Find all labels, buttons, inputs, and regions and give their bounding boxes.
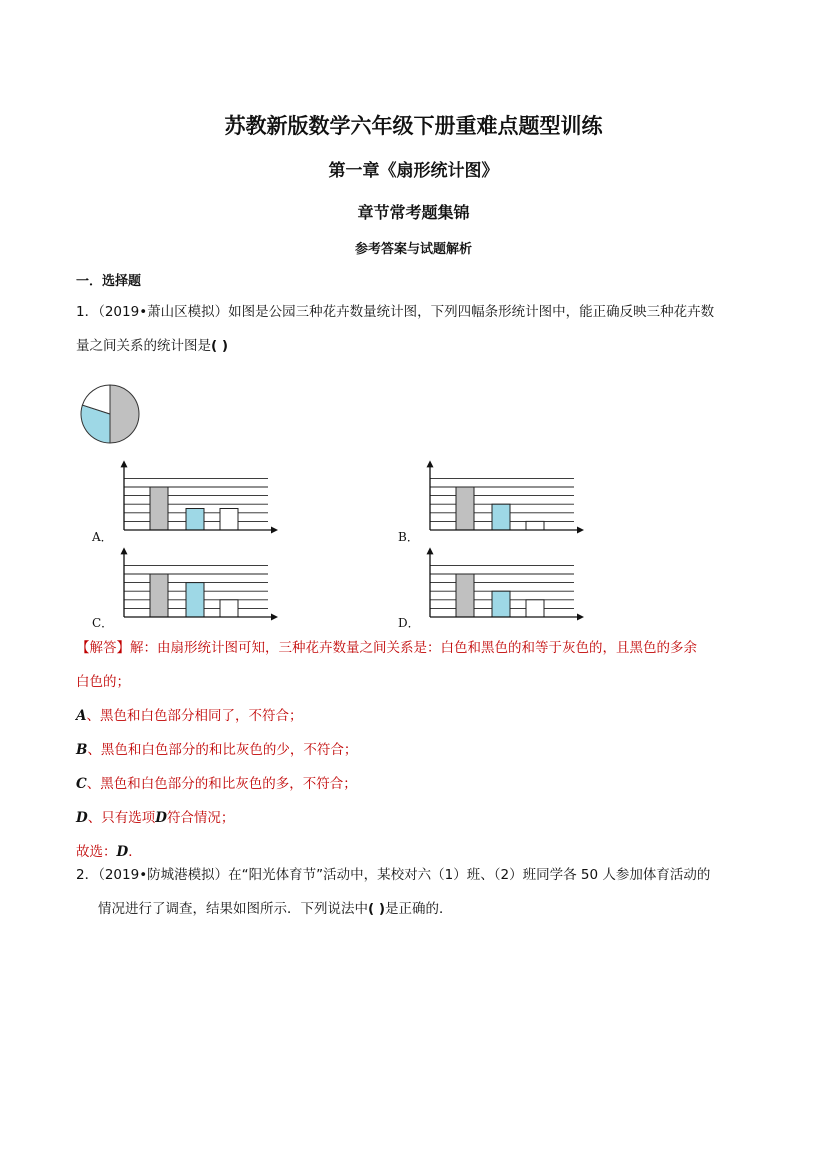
answer-line2: 白色的； (76, 674, 130, 690)
answer-choice: 故选：D． (76, 844, 142, 860)
chart-a-x-arrow (271, 527, 278, 534)
chart-d (427, 547, 585, 620)
chart-c-bar-blue (186, 583, 204, 617)
chart-c-x-arrow (271, 614, 278, 621)
chart-b-y-arrow (427, 460, 434, 467)
chart-b-x-arrow (577, 527, 584, 534)
answer-item-a: A、黑色和白色部分相同了，不符合； (76, 708, 303, 724)
chart-b-bar-gray (456, 487, 474, 530)
answer-item-c: C、黑色和白色部分的和比灰色的多，不符合； (76, 776, 357, 792)
q1-line2: 量之间关系的统计图是( ) (76, 338, 229, 354)
chart-c-bar-white (220, 600, 238, 617)
chart-b-bar-white (526, 521, 544, 530)
chapter-title: 第一章《扇形统计图》 (328, 161, 499, 181)
chart-d-bar-gray (456, 574, 474, 617)
chart-c (121, 547, 279, 620)
chart-d-x-arrow (577, 614, 584, 621)
chart-d-bar-blue (492, 591, 510, 617)
caption: 参考答案与试题解析 (354, 242, 472, 257)
answer-line1: 【解答】解：由扇形统计图可知，三种花卉数量之间关系是：白色和黑色的和等于灰色的，且黑色的多余 (76, 640, 697, 656)
q2-line1: 2．（2019•防城港模拟）在“阳光体育节”活动中，某校对六（1）班、（2）班同学各 50 人参加体育活动的 (76, 867, 711, 883)
doc-title: 苏教新版数学六年级下册重难点题型训练 (224, 114, 603, 138)
chart-a-bar-white (220, 509, 238, 531)
answer-blank-2: ( ) (368, 901, 386, 917)
chart-a-y-arrow (121, 460, 128, 467)
answer-1 (76, 631, 766, 869)
chart-d-y-arrow (427, 547, 434, 554)
chart-b-bar-blue (492, 504, 510, 530)
chart-a-bar-blue (186, 509, 204, 531)
question-2 (76, 858, 766, 926)
chart-d-bar-white (526, 600, 544, 617)
chart-c-bar-gray (150, 574, 168, 617)
option-c-label: C． (92, 616, 114, 630)
option-b-label: B． (398, 530, 419, 544)
subtitle: 章节常考题集锦 (357, 203, 470, 222)
answer-item-d: D、只有选项D符合情况； (76, 810, 235, 826)
pie-slice-gray (110, 385, 139, 443)
chart-a-bar-gray (150, 487, 168, 530)
chart-c-y-arrow (121, 547, 128, 554)
q1-line1: 1．（2019•萧山区模拟）如图是公园三种花卉数量统计图，下列四幅条形统计图中，能正确反映三种花卉数 (76, 304, 715, 320)
section-title: 一．选择题 (76, 274, 142, 289)
answer-tag: 【解答】 (76, 640, 130, 656)
pie-chart (81, 385, 139, 443)
chart-a (121, 460, 279, 533)
answer-blank: ( ) (211, 338, 229, 354)
answer-item-b: B、黑色和白色部分的和比灰色的少，不符合； (76, 742, 358, 758)
option-d-label: D． (398, 616, 420, 630)
bar-charts (121, 460, 585, 620)
option-a-label: A． (92, 530, 113, 544)
q2-line2: 情况进行了调查，结果如图所示．下列说法中( )是正确的． (98, 901, 453, 917)
chart-b (427, 460, 585, 533)
